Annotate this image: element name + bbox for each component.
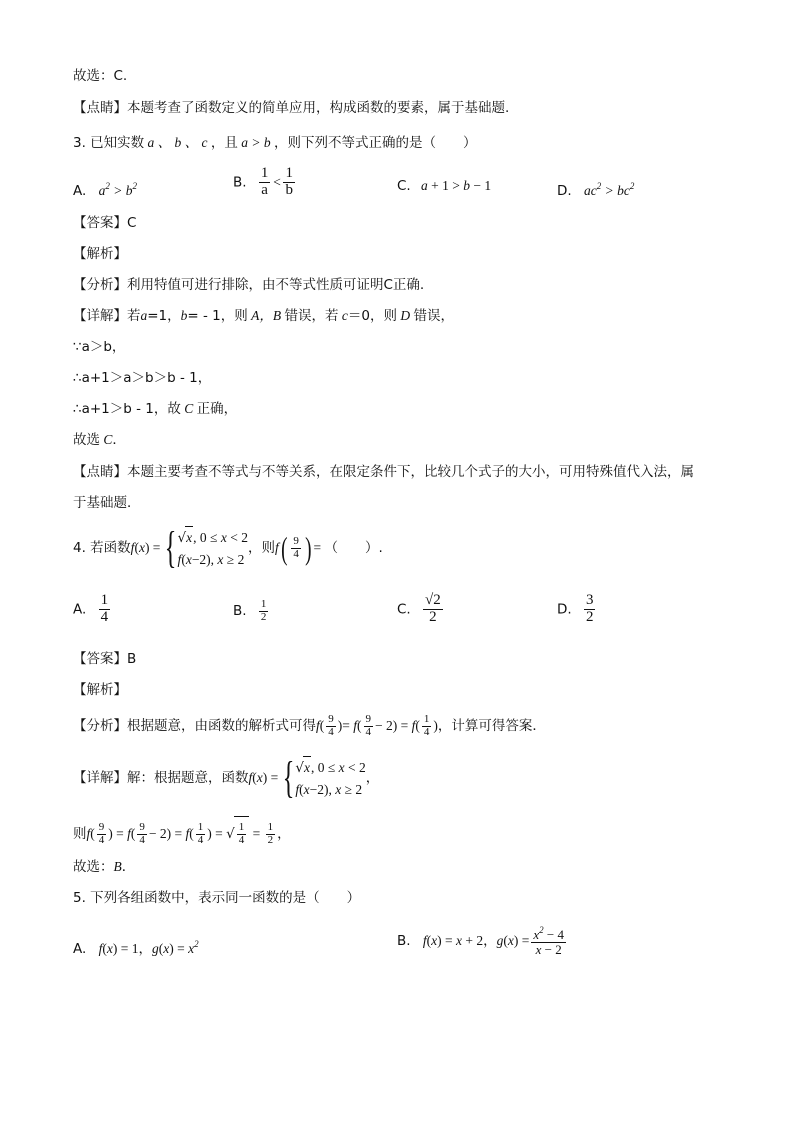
option-expr: g(x) = (496, 933, 530, 949)
comment-q3-line1 (73, 462, 694, 482)
option-a-q3 (73, 176, 137, 201)
fraction (99, 593, 111, 626)
fraction: $\frac{9}{4}$ (98, 820, 105, 846)
analysis-text: 利用特值可进行排除，由不等式性质可证明C正确. (127, 277, 425, 293)
therefore-line-1 (73, 368, 211, 388)
therefore-text: 正确， (196, 401, 238, 417)
detail-text: 错误， (413, 308, 454, 324)
detail-text: 若 (127, 308, 141, 324)
choose-line-q4: 故选：B． (73, 859, 136, 875)
option-expr: a + 1 > b − 1 (421, 178, 492, 193)
therefore-text: ∴a+1＞a＞b＞b - 1， (73, 370, 212, 386)
question-text: 若函数 (90, 540, 131, 556)
choose-text: 故选 (73, 432, 100, 448)
comment-text: 本题考查了函数定义的简单应用，构成函数的要素，属于基础题. (127, 100, 510, 116)
option-letter: C (100, 432, 113, 447)
option-label: B. (397, 933, 411, 950)
question-4-stem: 4. 若函数f(x) = { √x, 0 ≤ x < 2 f(x−2), x ≥ 2 ，则f( $\frac{9}{4}$ ) = （ ）. (73, 523, 383, 572)
answer-q4 (73, 649, 136, 669)
option-a-q4 (73, 593, 112, 626)
option-expr: $a^2 > b^2$ (98, 181, 137, 198)
detail-text: 解：根据题意，函数 (127, 770, 249, 786)
analysis-q4: 【分析】根据题意，由函数的解析式可得f( $\frac{9}{4}$ )= f( $\frac{9}{4}$ − 2) = f( $\frac{1}{4}$ )，计算可得答案． (73, 712, 546, 738)
detail-text: ，则 (220, 308, 248, 324)
analysis-heading-q3 (73, 244, 127, 264)
detail-expr: a (140, 308, 148, 323)
answer-value: C (127, 215, 137, 231)
numerator: 3 (585, 592, 594, 608)
denominator: 2 (260, 610, 267, 623)
detail-q4: 【详解】解：根据题意，函数f(x) = { √x, 0 ≤ x < 2 f(x−2), x ≥ 2 ， (73, 753, 380, 802)
option-a-q5: A. f(x) = 1，$g(x) = x^2$ (73, 939, 199, 957)
fraction: $\frac{x^2 - 4}{x - 2}$ (533, 925, 564, 957)
question-5-stem (73, 888, 360, 908)
option-label: B. (233, 603, 247, 620)
compute-q4: 则f( $\frac{9}{4}$ ) = f( $\frac{9}{4}$ − 2) = f( $\frac{1}{4}$ ) = √ $\frac{1}{4}$ = $\frac{1}{2}$ ， (73, 816, 291, 851)
comment-text: 于基础题． (73, 495, 141, 511)
analysis-label: 【分析】 (73, 718, 127, 734)
condition-expr: a > b (237, 135, 275, 150)
question-number: 4. (73, 540, 91, 556)
option-label: A. (73, 183, 87, 199)
piecewise-definition: { √x, 0 ≤ x < 2 f(x−2), x ≥ 2 (165, 523, 248, 572)
option-b-q5: B. f(x) = x + 2，g(x) = $\frac{x^2 - 4}{x - 2}$ (397, 925, 564, 957)
fraction: $\frac{1}{b}$ (285, 165, 293, 198)
question-text: ，且 (210, 135, 238, 151)
option-b-q4 (233, 599, 270, 623)
option-expr: $ac^2 > bc^2$ (583, 181, 635, 198)
option-d-q3 (557, 176, 634, 201)
fraction (584, 593, 596, 626)
detail-text: 错误，若 (284, 308, 339, 324)
option-label: A. (73, 941, 87, 957)
comment-q3-line2 (73, 493, 141, 513)
option-label: B. (233, 174, 247, 191)
numerator: 1 (100, 592, 109, 608)
option-c-q4 (397, 593, 445, 626)
option-label: D. (557, 601, 572, 618)
var-list: a 、 b 、 c (144, 135, 211, 150)
question-number: 3. (73, 135, 91, 151)
option-d-q4 (557, 593, 597, 626)
fraction: $\frac{1}{a}$ (260, 165, 269, 198)
denominator: 2 (585, 608, 594, 625)
fraction: $\frac{9}{4}$ (328, 712, 334, 738)
option-label: D. (557, 183, 572, 199)
option-c-q3 (397, 176, 491, 196)
option-expr: f(x) = x + 2 (422, 933, 484, 949)
answer-q3 (73, 213, 136, 233)
numerator: 1 (260, 598, 267, 610)
option-label: C. (397, 178, 411, 194)
fraction: $\frac{1}{4}$ (197, 820, 204, 846)
detail-tag: 【详解】 (73, 308, 127, 324)
fraction: $\frac{9}{4}$ (293, 534, 299, 560)
denominator: 2 (429, 608, 437, 625)
analysis-text: ，计算可得答案． (437, 718, 546, 734)
because-text: ∵a＞b， (73, 339, 126, 355)
less-than: < (272, 174, 282, 190)
analysis-tag: 【解析】 (73, 682, 127, 698)
answer-value: B (127, 651, 137, 667)
fraction (423, 593, 443, 626)
fraction (259, 599, 269, 623)
option-b-q3 (233, 166, 297, 199)
question-text: 已知实数 (90, 135, 145, 151)
option-letter: C (180, 401, 197, 416)
fraction: $\frac{9}{4}$ (365, 712, 372, 738)
fraction: $\frac{1}{2}$ (267, 820, 274, 846)
answer-tag: 【答案】 (73, 215, 127, 231)
question-text: ，则 (247, 540, 275, 556)
fraction: $\frac{1}{4}$ (238, 820, 245, 846)
question-text: （ ）. (324, 540, 383, 556)
denominator: 4 (100, 608, 109, 625)
detail-tag: 【详解】 (73, 770, 127, 786)
fraction: $\frac{1}{4}$ (423, 712, 430, 738)
detail-q3: 【详解】若a=1，b= - 1，则 A，B 错误，若 c＝0，则 D 错误， (73, 308, 454, 324)
analysis-label: 【分析】 (73, 277, 127, 293)
fraction: $\frac{9}{4}$ (139, 820, 145, 846)
piecewise-definition: { √x, 0 ≤ x < 2 f(x−2), x ≥ 2 (283, 753, 366, 802)
question-3-stem (73, 133, 477, 153)
then-text: 则 (73, 826, 87, 842)
option-letter: B (113, 859, 122, 874)
question-number: 5. (73, 890, 91, 906)
comment-tag: 【点睛】 (73, 464, 127, 480)
analysis-q3 (73, 275, 424, 295)
choice-line-q2 (73, 66, 127, 86)
numerator: √2 (425, 592, 441, 608)
choose-text: 故选： (73, 859, 114, 875)
analysis-text: 根据题意，由函数的解析式可得 (127, 718, 316, 734)
option-label: C. (397, 601, 411, 618)
analysis-tag: 【解析】 (73, 246, 127, 262)
detail-text: ，则 (369, 308, 397, 324)
because-line (73, 337, 125, 357)
comment-text: 本题主要考查不等式与不等关系，在限定条件下，比较几个式子的大小，可用特殊值代入法，属 (127, 464, 694, 480)
analysis-heading-q4 (73, 680, 127, 700)
therefore-line-2 (73, 399, 237, 419)
therefore-text: ∴a+1＞b - 1，故 (73, 401, 181, 417)
function-name: f (130, 540, 135, 555)
option-label: A. (73, 601, 87, 618)
option-expr: f(x) = 1 (98, 941, 139, 956)
comment-tag: 【点睛】 (73, 100, 127, 116)
answer-tag: 【答案】 (73, 651, 127, 667)
choice-text: 故选：C. (73, 68, 128, 84)
question-text: 下列各组函数中，表示同一函数的是（ ） (90, 890, 361, 906)
option-expr: $g(x) = x^2$ (151, 939, 199, 956)
choose-line-q3: 故选 C． (73, 432, 126, 448)
comment-q2 (73, 98, 509, 118)
question-text: ，则下列不等式正确的是（ ） (274, 135, 477, 151)
